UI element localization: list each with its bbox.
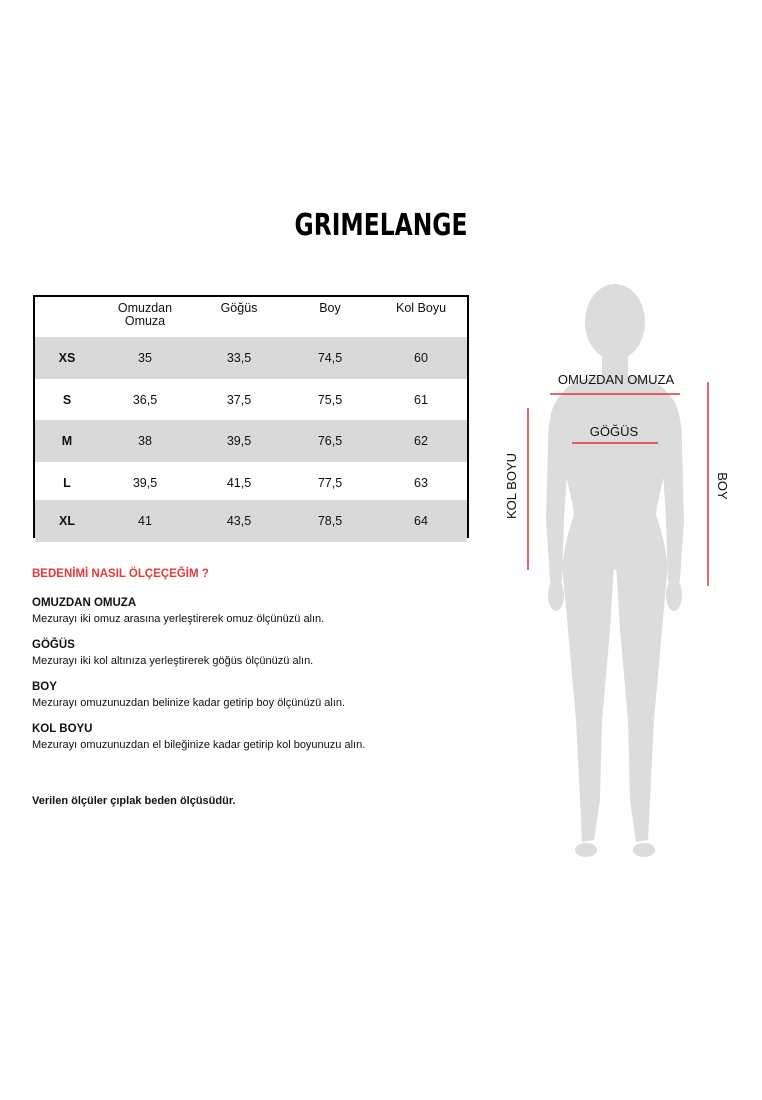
cell-gogus: 43,5 (226, 513, 252, 528)
cell-kol-boyu: 64 (414, 513, 428, 528)
label-height: BOY (715, 472, 730, 500)
measurement-guide (32, 568, 432, 765)
table-header (35, 297, 467, 337)
guide-heading-chest: GÖĞÜS (32, 639, 75, 651)
size-label: XS (58, 350, 76, 365)
cell-omuzdan-omuza: 41 (138, 513, 152, 528)
guide-heading-height: BOY (32, 681, 57, 693)
cell-boy: 77,5 (317, 475, 343, 490)
cell-kol-boyu: 61 (414, 392, 428, 407)
label-shoulder: OMUZDAN OMUZA (557, 372, 675, 387)
body-silhouette (546, 284, 684, 857)
label-sleeve: KOL BOYU (504, 453, 519, 519)
guide-heading-shoulder: OMUZDAN OMUZA (32, 597, 137, 609)
left-foot-shape (575, 843, 597, 857)
header-boy: Boy (319, 301, 341, 315)
size-label: L (63, 475, 71, 490)
cell-gogus: 37,5 (226, 392, 252, 407)
cell-boy: 76,5 (317, 433, 343, 448)
table-row (35, 379, 467, 421)
cell-gogus: 41,5 (226, 475, 252, 490)
guide-text-height: Mezurayı omuzunuzdan belinize kadar getirip boy ölçünüzü alın. (32, 697, 346, 709)
header-size (35, 297, 99, 337)
size-label: XL (59, 513, 75, 528)
size-table (33, 295, 469, 538)
right-hand-shape (666, 579, 682, 611)
table-row (35, 462, 467, 504)
cell-omuzdan-omuza: 36,5 (132, 392, 158, 407)
guide-heading-sleeve: KOL BOYU (32, 723, 93, 735)
cell-boy: 78,5 (317, 513, 343, 528)
torso-shape (560, 376, 670, 570)
left-leg-shape (562, 565, 614, 842)
guide-title: BEDENİMİ NASIL ÖLÇEÇEĞİM ? (32, 568, 209, 580)
cell-omuzdan-omuza: 35 (138, 350, 152, 365)
size-label: S (62, 392, 72, 407)
footnote: Verilen ölçüler çıplak beden ölçüsüdür. (32, 795, 236, 807)
head-shape (585, 284, 645, 360)
left-hand-shape (548, 579, 564, 611)
cell-gogus: 39,5 (226, 433, 252, 448)
cell-kol-boyu: 62 (414, 433, 428, 448)
header-omuzdan-omuza: Omuzdan Omuza (117, 301, 173, 328)
cell-boy: 75,5 (317, 392, 343, 407)
right-foot-shape (633, 843, 655, 857)
guide-text-sleeve: Mezurayı omuzunuzdan el bileğinize kadar getirip kol boyunuzu alın. (32, 739, 366, 751)
size-label: M (61, 433, 73, 448)
table-row (35, 337, 467, 379)
body-silhouette-figure (490, 270, 750, 870)
cell-boy: 74,5 (317, 350, 343, 365)
header-kol-boyu: Kol Boyu (395, 301, 447, 315)
label-chest: GÖĞÜS (589, 424, 639, 439)
guide-text-chest: Mezurayı iki kol altınıza yerleştirerek göğüs ölçünüzü alın. (32, 655, 314, 667)
brand-logo: GRIMELANGE (294, 208, 468, 243)
guide-text-shoulder: Mezurayı iki omuz arasına yerleştirerek omuz ölçünüzü alın. (32, 613, 325, 625)
cell-omuzdan-omuza: 39,5 (132, 475, 158, 490)
table-row (35, 500, 467, 542)
cell-kol-boyu: 63 (414, 475, 428, 490)
cell-kol-boyu: 60 (414, 350, 428, 365)
right-leg-shape (616, 565, 668, 842)
table-row (35, 420, 467, 462)
cell-gogus: 33,5 (226, 350, 252, 365)
header-gogus: Göğüs (220, 301, 258, 315)
cell-omuzdan-omuza: 38 (138, 433, 152, 448)
